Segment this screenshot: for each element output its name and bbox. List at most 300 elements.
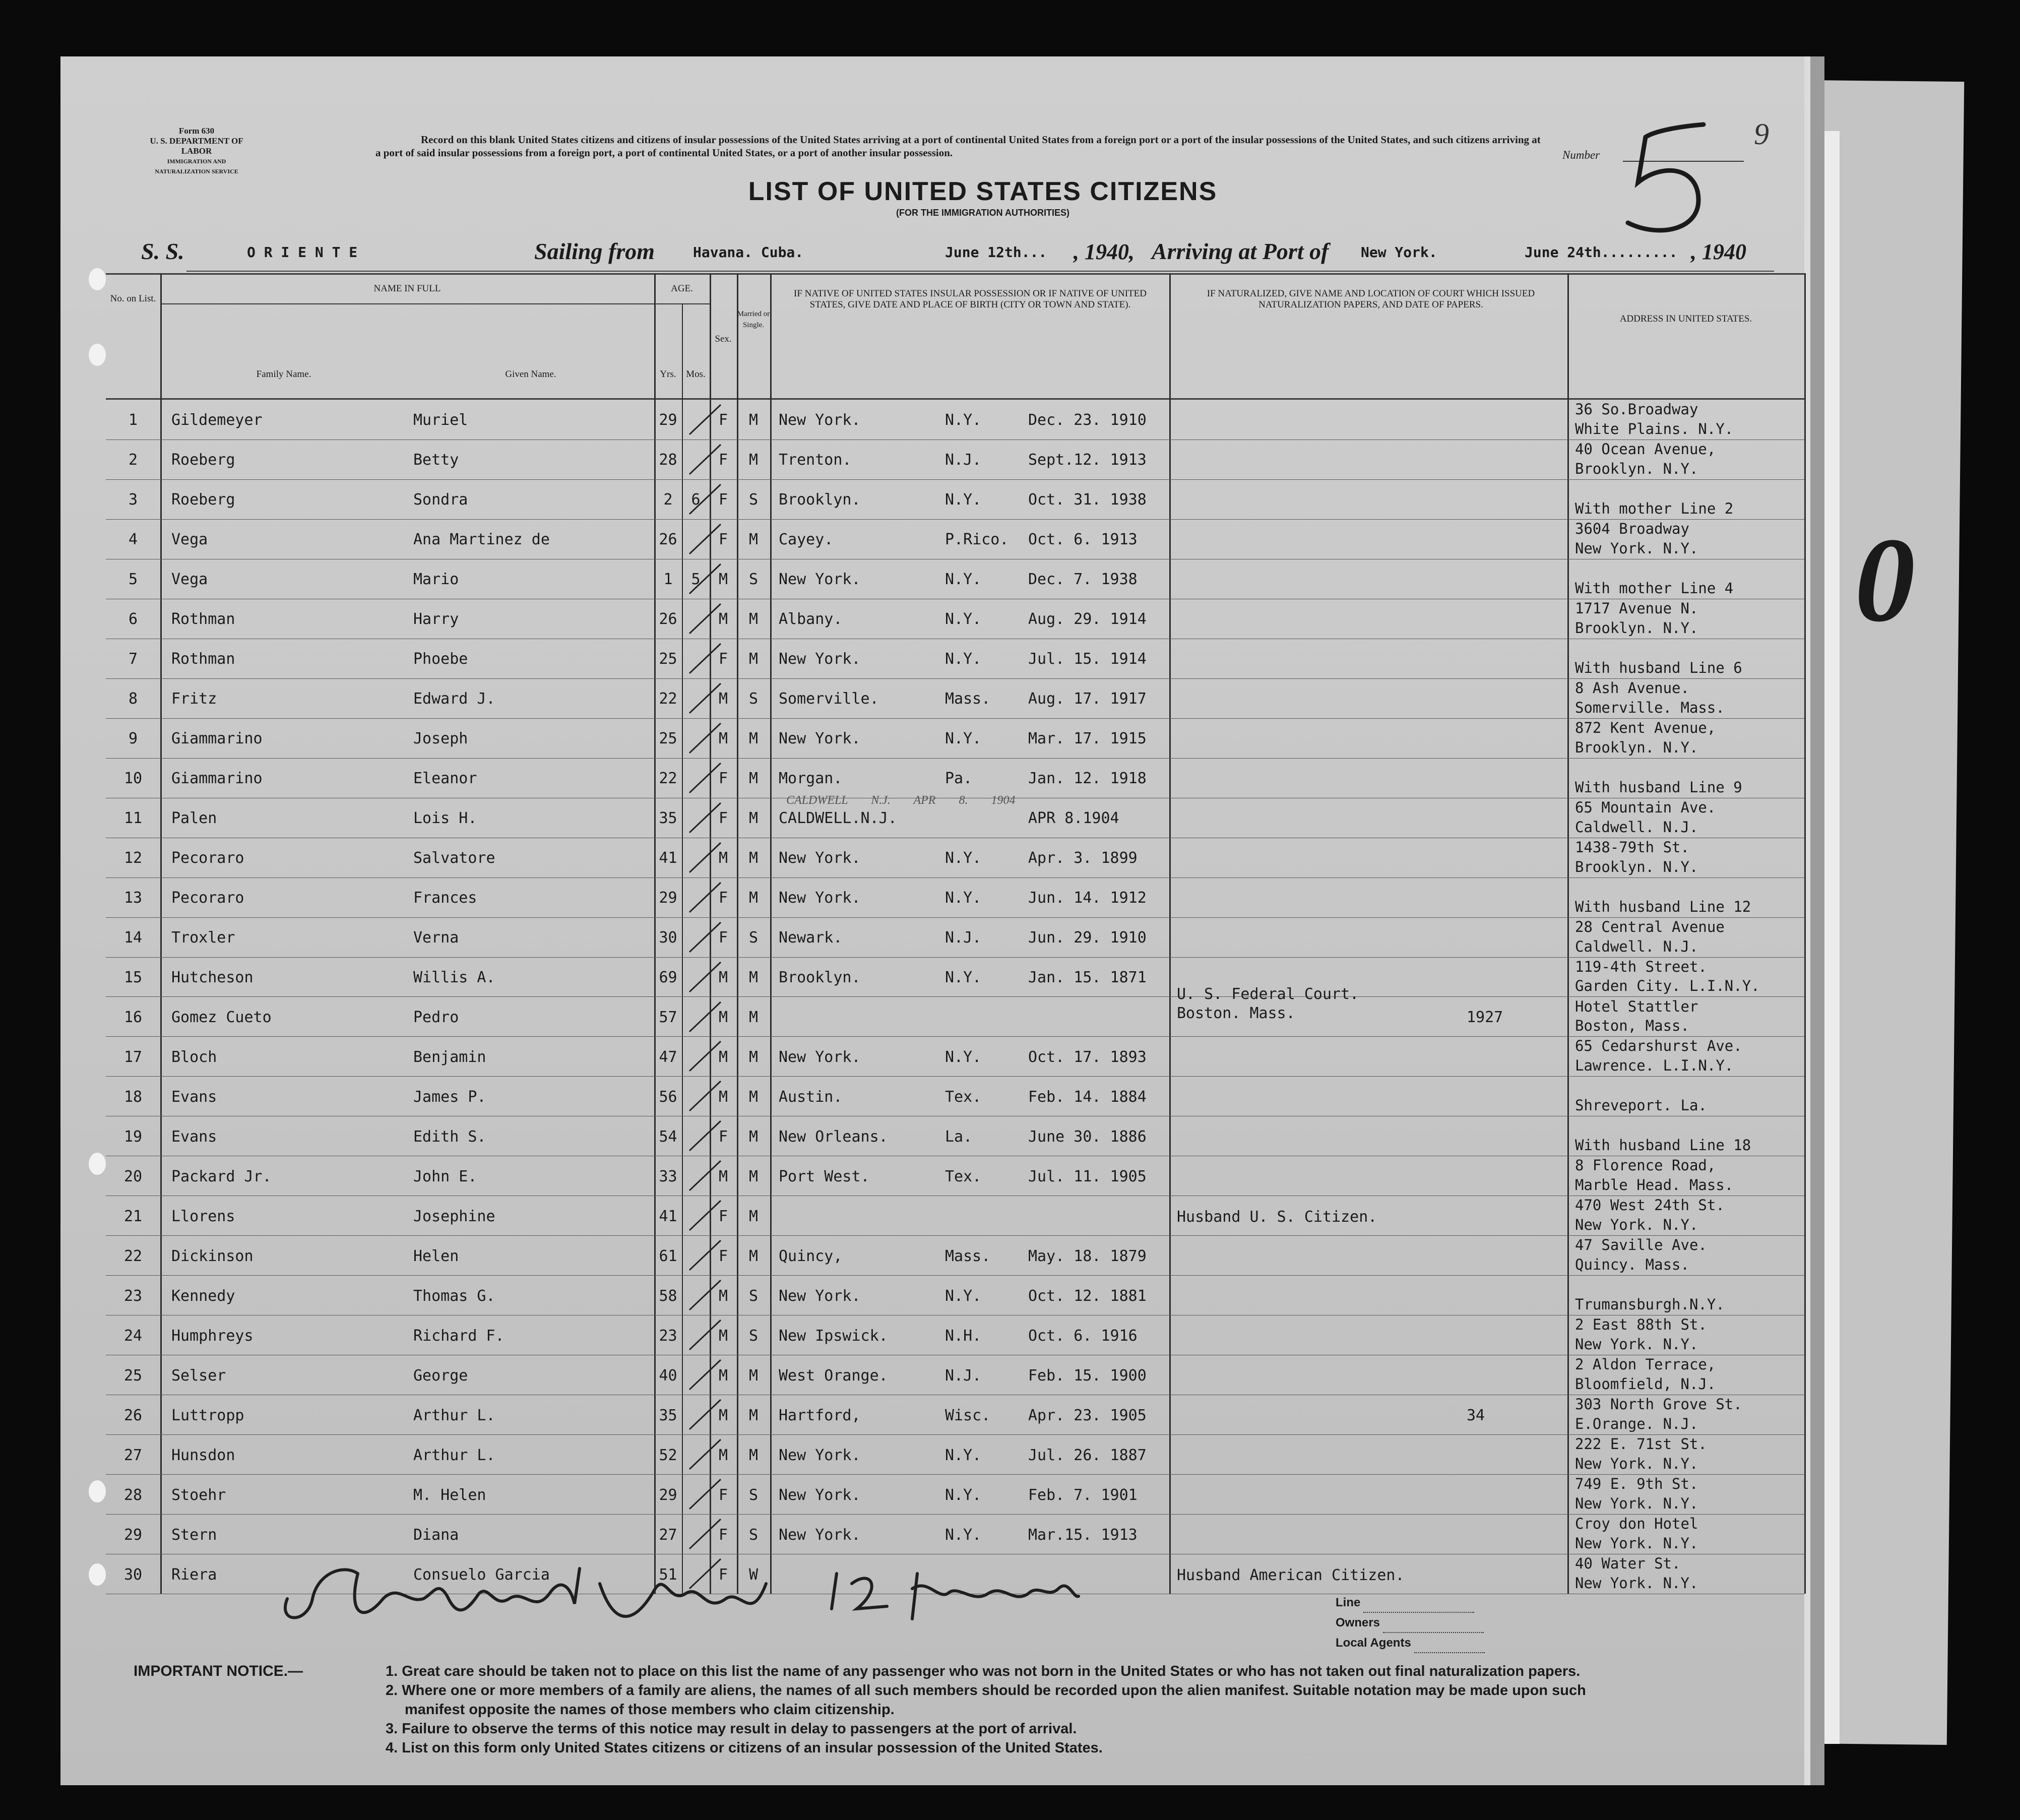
cell-family: Giammarino <box>171 770 263 788</box>
cell-city: New York. <box>779 411 861 429</box>
table-row <box>106 957 1804 997</box>
cell-ms: M <box>748 809 759 828</box>
cell-ms: M <box>748 1167 759 1185</box>
department-name: U. S. DEPARTMENT OF LABOR <box>150 136 243 156</box>
cell-sex: F <box>718 451 728 469</box>
cell-ms: M <box>748 889 759 907</box>
cell-family: Riera <box>171 1565 217 1584</box>
cell-ms: M <box>748 650 759 668</box>
cell-address-line1: Croy don Hotel <box>1575 1515 1698 1533</box>
cell-date: Apr. 3. 1899 <box>1028 849 1138 867</box>
cell-family: Evans <box>171 1088 217 1106</box>
cell-address-line2: With husband Line 6 <box>1575 659 1742 676</box>
header-name-in-full: NAME IN FULL <box>373 283 441 294</box>
cell-no: 9 <box>128 730 138 748</box>
cell-yrs: 40 <box>659 1366 677 1385</box>
notice-item-3: 3. Failure to observe the terms of this notice may result in delay to passengers at the port of arrival. <box>386 1721 1077 1737</box>
cell-state: N.Y. <box>945 1446 982 1464</box>
cell-no: 27 <box>123 1446 143 1464</box>
cell-given: Harry <box>413 610 459 629</box>
service-name: IMMIGRATION AND NATURALIZATION SERVICE <box>155 158 238 175</box>
tally-tick-mark <box>685 1196 726 1235</box>
cell-given: Pedro <box>413 1008 459 1026</box>
table-body <box>106 400 1804 1594</box>
cell-given: Eleanor <box>413 770 477 788</box>
cell-date: Jul. 15. 1914 <box>1028 650 1147 668</box>
cell-address-line2: Caldwell. N.J. <box>1575 937 1698 955</box>
cell-ms: S <box>748 491 759 509</box>
tally-tick-mark <box>685 519 726 559</box>
cell-date: Oct. 6. 1916 <box>1028 1327 1138 1345</box>
cell-ms: W <box>748 1565 759 1584</box>
cell-address-line2: White Plains. N.Y. <box>1575 420 1734 437</box>
cell-state: P.Rico. <box>945 531 1009 549</box>
cell-address-line1: 2 Aldon Terrace, <box>1575 1356 1716 1373</box>
voyage-underline <box>186 271 1774 272</box>
col-rule <box>1804 273 1806 1594</box>
cell-ms: S <box>748 571 759 589</box>
underlying-page-edge <box>1809 131 1840 1744</box>
table-row <box>106 519 1804 559</box>
cell-address-line1: Hotel Stattler <box>1575 997 1698 1015</box>
cell-family: Packard Jr. <box>171 1167 272 1185</box>
cell-no: 25 <box>123 1366 143 1385</box>
cell-sex: M <box>718 1088 728 1106</box>
cell-yrs: 41 <box>659 849 677 867</box>
cell-address-line2: Brooklyn. N.Y. <box>1575 738 1698 756</box>
cell-address-line2: Somerville. Mass. <box>1575 699 1725 716</box>
cell-yrs: 26 <box>659 610 677 629</box>
header-given-name: Given Name. <box>505 369 556 380</box>
cell-family: Gomez Cueto <box>171 1008 272 1026</box>
tally-tick-mark <box>685 1315 726 1355</box>
name-header-rule <box>160 303 654 304</box>
cell-family: Hutcheson <box>171 969 254 986</box>
cell-city: New York. <box>779 730 861 748</box>
cell-address-line2: Lawrence. L.I.N.Y. <box>1575 1057 1734 1075</box>
cell-given: Ana Martinez de <box>413 531 550 549</box>
cell-family: Gildemeyer <box>171 411 263 429</box>
cell-given: Willis A. <box>413 969 495 986</box>
cell-given: Diana <box>413 1526 459 1544</box>
cell-given: Salvatore <box>413 849 495 867</box>
cell-address-line1: 1717 Avenue N. <box>1575 599 1698 617</box>
cell-sex: M <box>718 690 728 708</box>
cell-date: Oct. 12. 1881 <box>1028 1287 1147 1305</box>
cell-address-line2: With mother Line 4 <box>1575 579 1734 597</box>
tally-tick-mark <box>685 678 726 718</box>
tally-tick-mark <box>685 997 726 1037</box>
cell-date: Feb. 15. 1900 <box>1028 1366 1147 1385</box>
cell-ms: M <box>748 849 759 867</box>
cell-ms: M <box>748 1048 759 1066</box>
cell-sex: F <box>718 1486 728 1504</box>
cell-no: 8 <box>128 690 138 708</box>
cell-yrs: 30 <box>659 929 677 947</box>
cell-city: Morgan. <box>779 770 843 788</box>
tally-tick-mark <box>685 1116 726 1156</box>
cell-ms: S <box>748 1486 759 1504</box>
cell-yrs: 47 <box>659 1048 677 1066</box>
tally-tick-mark <box>685 798 726 838</box>
cell-city: New Ipswick. <box>779 1327 888 1345</box>
cell-ms: M <box>748 1406 759 1424</box>
cell-sex: F <box>718 1247 728 1265</box>
cell-given: Phoebe <box>413 650 468 668</box>
cell-no: 7 <box>128 650 138 668</box>
cell-no: 5 <box>128 571 138 589</box>
cell-given: Verna <box>413 929 459 947</box>
cell-no: 2 <box>128 451 138 469</box>
cell-address-line2: New York. N.Y. <box>1575 1336 1698 1353</box>
form-id-block <box>141 126 252 176</box>
table-row <box>106 1395 1804 1435</box>
cell-sex: M <box>718 1287 728 1305</box>
form-instructions: Record on this blank United States citizens and citizens of insular possessions of the United States arriving at a port of continental United States from a foreign port or a port of the insular possessions of the United States, and such citizens arriving at a port of said insular possessions from a foreign port, a port of continental United States, or a port of another insular possession. <box>375 134 1541 159</box>
cell-family: Llorens <box>171 1207 235 1225</box>
cell-ms: M <box>748 1127 759 1146</box>
tally-tick-mark <box>685 877 726 917</box>
table-row <box>106 479 1804 520</box>
cell-date: APR 8.1904 <box>1028 809 1119 828</box>
cell-no: 19 <box>123 1127 143 1146</box>
tally-tick-mark <box>685 1156 726 1196</box>
line-owner-block <box>1336 1593 1485 1653</box>
cell-state: Mass. <box>945 1247 991 1265</box>
cell-address-line2: Marble Head. Mass. <box>1575 1176 1734 1194</box>
cell-given: Sondra <box>413 491 468 509</box>
cell-address-line2: Boston, Mass. <box>1575 1017 1689 1035</box>
cell-given: George <box>413 1366 468 1385</box>
cell-family: Pecoraro <box>171 889 244 907</box>
cell-ms: M <box>748 1207 759 1225</box>
cell-state: Tex. <box>945 1167 982 1185</box>
cell-date: Oct. 6. 1913 <box>1028 531 1138 549</box>
cell-given: Richard F. <box>413 1327 504 1345</box>
form-number: Form 630 <box>178 126 215 136</box>
cell-ms: S <box>748 929 759 947</box>
cell-ms: M <box>748 730 759 748</box>
cell-given: Edith S. <box>413 1127 486 1146</box>
cell-date: May. 18. 1879 <box>1028 1247 1147 1265</box>
cell-sex: F <box>718 929 728 947</box>
notice-item-2-cont: manifest opposite the names of those members who claim citizenship. <box>405 1702 895 1718</box>
table-row <box>106 718 1804 759</box>
cell-sex: F <box>718 1526 728 1544</box>
cell-family: Rothman <box>171 650 235 668</box>
tally-tick-mark <box>685 718 726 758</box>
cell-state: N.Y. <box>945 969 982 986</box>
tally-tick-mark <box>685 479 726 519</box>
cell-address-line2: New York. N.Y. <box>1575 1495 1698 1513</box>
cell-address-line2: Trumansburgh.N.Y. <box>1575 1296 1725 1313</box>
cell-no: 20 <box>123 1167 143 1185</box>
header-married-single: Married or Single. <box>737 310 770 329</box>
tally-tick-mark <box>685 758 726 798</box>
tally-tick-mark <box>685 599 726 639</box>
arrival-date: June 24th......... <box>1525 244 1678 261</box>
header-months: Mos. <box>686 369 706 380</box>
table-row <box>106 1315 1804 1355</box>
cell-city: Quincy, <box>779 1247 843 1265</box>
cell-address-line2: New York. N.Y. <box>1575 1216 1698 1234</box>
cell-family: Kennedy <box>171 1287 235 1305</box>
corner-number: 9 <box>1754 117 1769 151</box>
cell-yrs: 25 <box>659 650 677 668</box>
cell-yrs: 35 <box>659 809 677 828</box>
cell-naturalization-year: 1927 <box>1467 1008 1503 1026</box>
cell-address-line2: Brooklyn. N.Y. <box>1575 460 1698 477</box>
tally-tick-mark <box>685 1036 726 1076</box>
table-top-rule <box>106 273 1804 275</box>
cell-city: Brooklyn. <box>779 969 861 986</box>
notice-item-2: 2. Where one or more members of a family are aliens, the names of all such members should be recorded upon the alien manifest. Suitable notation may be made upon such <box>386 1682 1586 1699</box>
cell-city: Cayey. <box>779 531 834 549</box>
cell-sex: F <box>718 1127 728 1146</box>
cell-yrs: 22 <box>659 770 677 788</box>
table-row <box>106 1434 1804 1475</box>
cell-address-line1: 872 Kent Avenue, <box>1575 719 1716 736</box>
cell-naturalization: Husband American Citizen. <box>1177 1566 1405 1584</box>
cell-yrs: 58 <box>659 1287 677 1305</box>
cell-date: Oct. 31. 1938 <box>1028 491 1147 509</box>
cell-city: New York. <box>779 849 861 867</box>
table-row <box>106 1474 1804 1515</box>
cell-yrs: 56 <box>659 1088 677 1106</box>
cell-city: Port West. <box>779 1167 870 1185</box>
cell-no: 23 <box>123 1287 143 1305</box>
cell-ms: S <box>748 1327 759 1345</box>
cell-address-line1: 1438-79th St. <box>1575 838 1689 856</box>
cell-yrs: 51 <box>659 1565 677 1584</box>
cell-sex: F <box>718 531 728 549</box>
cell-address-line1: 65 Mountain Ave. <box>1575 798 1716 816</box>
cell-address-line2: With husband Line 9 <box>1575 778 1742 796</box>
cell-state: N.J. <box>945 929 982 947</box>
cell-family: Palen <box>171 809 217 828</box>
arrival-year: , 1940 <box>1691 239 1746 264</box>
cell-no: 13 <box>123 889 143 907</box>
agents-label: Local Agents <box>1336 1636 1411 1650</box>
table-row <box>106 599 1804 639</box>
cell-sex: F <box>718 1207 728 1225</box>
ship-name: O R I E N T E <box>247 244 358 261</box>
cell-no: 1 <box>128 411 138 429</box>
cell-address-line2: With mother Line 2 <box>1575 499 1734 517</box>
cell-state: N.Y. <box>945 849 982 867</box>
cell-date: Jun. 14. 1912 <box>1028 889 1147 907</box>
tally-tick-mark <box>685 1076 726 1116</box>
cell-state: N.Y. <box>945 491 982 509</box>
cell-no: 17 <box>123 1048 143 1066</box>
table-row <box>106 1275 1804 1315</box>
cell-state: N.Y. <box>945 1526 982 1544</box>
cell-address-line2: With husband Line 18 <box>1575 1137 1751 1154</box>
owners-label: Owners <box>1336 1616 1380 1629</box>
cell-sex: M <box>718 849 728 867</box>
cell-given: Joseph <box>413 730 468 748</box>
cell-yrs: 52 <box>659 1446 677 1464</box>
cell-yrs: 29 <box>659 1486 677 1504</box>
table-row <box>106 877 1804 918</box>
header-naturalization: IF NATURALIZED, GIVE NAME AND LOCATION OF COURT WHICH ISSUED NATURALIZATION PAPERS, AND DATE OF PAPERS. <box>1207 288 1535 310</box>
cell-address-line1: 470 West 24th St. <box>1575 1197 1725 1214</box>
cell-no: 6 <box>128 610 138 629</box>
cell-given: John E. <box>413 1167 477 1185</box>
cell-date: Mar. 17. 1915 <box>1028 730 1147 748</box>
cell-no: 26 <box>123 1406 143 1424</box>
table-row <box>106 1235 1804 1276</box>
important-notice <box>134 1662 1797 1758</box>
cell-family: Hunsdon <box>171 1446 235 1464</box>
cell-no: 16 <box>123 1008 143 1026</box>
cell-sex: M <box>718 1366 728 1385</box>
notice-item-1: 1. Great care should be taken not to place on this list the name of any passenger who was not born in the United States or who has not taken out final naturalization papers. <box>386 1663 1581 1679</box>
row11-pencil-note: CALDWELL N.J. APR 8. 1904 <box>786 794 1016 807</box>
cell-ms: M <box>748 770 759 788</box>
cell-ms: S <box>748 1526 759 1544</box>
table-row <box>106 440 1804 480</box>
cell-naturalization: Husband U. S. Citizen. <box>1177 1208 1377 1226</box>
cell-date: Jul. 26. 1887 <box>1028 1446 1147 1464</box>
cell-given: Josephine <box>413 1207 495 1225</box>
cell-date: Aug. 29. 1914 <box>1028 610 1147 629</box>
cell-city: New York. <box>779 571 861 589</box>
cell-given: Mario <box>413 571 459 589</box>
cell-state: N.Y. <box>945 411 982 429</box>
cell-state: N.Y. <box>945 650 982 668</box>
cell-ms: S <box>748 690 759 708</box>
cell-ms: M <box>748 411 759 429</box>
cell-sex: F <box>718 809 728 828</box>
cell-no: 15 <box>123 969 143 986</box>
cell-sex: F <box>718 491 728 509</box>
cell-address-line1: 36 So.Broadway <box>1575 401 1698 418</box>
cell-date: Jul. 11. 1905 <box>1028 1167 1147 1185</box>
cell-sex: F <box>718 770 728 788</box>
cell-sex: F <box>718 1565 728 1584</box>
number-handwritten <box>1598 107 1729 238</box>
tally-tick-mark <box>685 400 726 440</box>
cell-sex: M <box>718 1008 728 1026</box>
cell-address-line1: 47 Saville Ave. <box>1575 1236 1707 1254</box>
cell-ms: M <box>748 451 759 469</box>
cell-state: Mass. <box>945 690 991 708</box>
cell-city: Brooklyn. <box>779 491 861 509</box>
table-row <box>106 758 1804 798</box>
cell-city: Hartford, <box>779 1406 861 1424</box>
cell-ms: M <box>748 1247 759 1265</box>
cell-yrs: 69 <box>659 969 677 986</box>
cell-family: Stern <box>171 1526 217 1544</box>
cell-no: 18 <box>123 1088 143 1106</box>
cell-address-line2: Bloomfield, N.J. <box>1575 1375 1716 1393</box>
cell-yrs: 35 <box>659 1406 677 1424</box>
tally-tick-mark <box>685 957 726 997</box>
header-age: AGE. <box>671 283 693 294</box>
arrival-port: New York. <box>1361 244 1437 261</box>
departure-date: June 12th... <box>945 244 1047 261</box>
cell-state: Wisc. <box>945 1406 991 1424</box>
cell-address-line1: 2 East 88th St. <box>1575 1316 1707 1334</box>
cell-given: James P. <box>413 1088 486 1106</box>
cell-naturalization: U. S. Federal Court. Boston. Mass. <box>1177 985 1359 1022</box>
cell-date: Sept.12. 1913 <box>1028 451 1147 469</box>
cell-address-line1: 119-4th Street. <box>1575 958 1707 975</box>
cell-yrs: 28 <box>659 451 677 469</box>
cell-no: 12 <box>123 849 143 867</box>
cell-family: Rothman <box>171 610 235 629</box>
tally-tick-mark <box>685 559 726 599</box>
cell-state: N.J. <box>945 1366 982 1385</box>
cell-family: Vega <box>171 531 208 549</box>
cell-family: Luttropp <box>171 1406 244 1424</box>
tally-tick-mark <box>685 1474 726 1514</box>
departure-year: , 1940, <box>1074 239 1134 264</box>
punch-hole <box>89 1480 106 1502</box>
sailing-from-label: Sailing from <box>534 238 655 264</box>
cell-family: Roeberg <box>171 451 235 469</box>
cell-address-line2: Garden City. L.I.N.Y. <box>1575 977 1760 995</box>
cell-address-line2: New York. N.Y. <box>1575 1535 1698 1552</box>
cell-date: Dec. 7. 1938 <box>1028 571 1138 589</box>
cell-address-line2: Brooklyn. N.Y. <box>1575 858 1698 875</box>
cell-given: Betty <box>413 451 459 469</box>
page-title: LIST OF UNITED STATES CITIZENS <box>748 177 1218 206</box>
punch-hole <box>89 1563 106 1586</box>
cell-city: CALDWELL.N.J. <box>779 809 897 828</box>
cell-address-line1: 303 North Grove St. <box>1575 1396 1742 1413</box>
punch-hole <box>89 268 106 290</box>
cell-city: Austin. <box>779 1088 843 1106</box>
cell-sex: F <box>718 650 728 668</box>
cell-yrs: 57 <box>659 1008 677 1026</box>
cell-yrs: 27 <box>659 1526 677 1544</box>
cell-no: 14 <box>123 929 143 947</box>
cell-mos: 5 <box>691 571 701 589</box>
cell-address-line2: Shreveport. La. <box>1575 1097 1707 1114</box>
cell-address-line2: Caldwell. N.J. <box>1575 818 1698 836</box>
cell-city: New York. <box>779 1526 861 1544</box>
cell-given: M. Helen <box>413 1486 486 1504</box>
tally-tick-mark <box>685 440 726 479</box>
cell-ms: S <box>748 1287 759 1305</box>
cell-date: Jan. 15. 1871 <box>1028 969 1147 986</box>
cell-naturalization-year: 34 <box>1467 1406 1485 1424</box>
cell-address-line2: With husband Line 12 <box>1575 898 1751 915</box>
cell-state: N.Y. <box>945 571 982 589</box>
tally-tick-mark <box>685 838 726 877</box>
cell-city: Newark. <box>779 929 843 947</box>
page-subtitle: (FOR THE IMMIGRATION AUTHORITIES) <box>896 208 1069 218</box>
cell-no: 22 <box>123 1247 143 1265</box>
cell-address-line2: New York. N.Y. <box>1575 1574 1698 1592</box>
cell-no: 24 <box>123 1327 143 1345</box>
cell-address-line1: 222 E. 71st St. <box>1575 1435 1707 1453</box>
cell-sex: M <box>718 969 728 986</box>
cell-family: Evans <box>171 1127 217 1146</box>
cell-state: N.Y. <box>945 1048 982 1066</box>
cell-state: N.Y. <box>945 1486 982 1504</box>
cell-city: Albany. <box>779 610 843 629</box>
tally-tick-mark <box>685 1395 726 1434</box>
cell-address-line1: 8 Florence Road, <box>1575 1157 1716 1174</box>
cell-given: Consuelo Garcia <box>413 1565 550 1584</box>
cell-family: Roeberg <box>171 491 235 509</box>
cell-address-line1: 8 Ash Avenue. <box>1575 679 1689 697</box>
cell-sex: M <box>718 1327 728 1345</box>
cell-given: Benjamin <box>413 1048 486 1066</box>
